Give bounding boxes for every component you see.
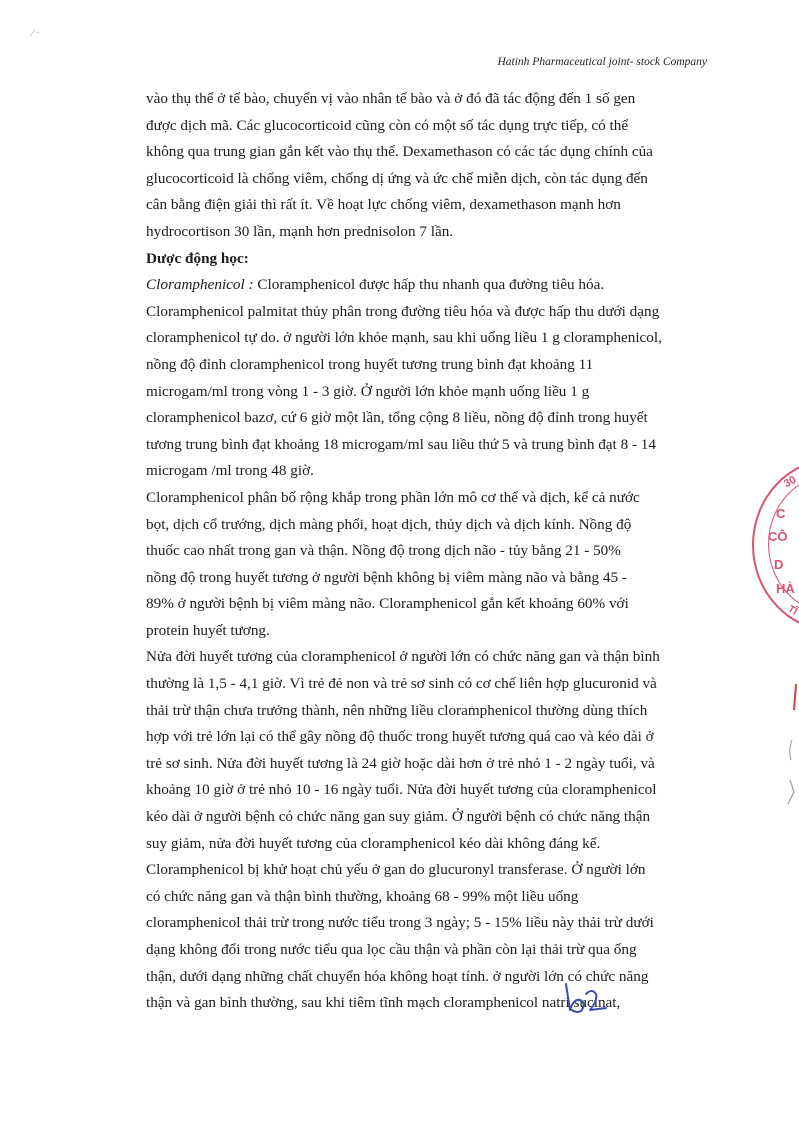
margin-mark: ⁄ · bbox=[32, 28, 40, 39]
text-line bbox=[146, 86, 706, 113]
text-line bbox=[146, 591, 706, 618]
text-line bbox=[146, 698, 706, 725]
text-line bbox=[146, 964, 706, 991]
line-text: Cloramphenicol phân bố rộng khắp trong phần lớn mô cơ thể và dịch, kể cả nước bbox=[146, 488, 640, 506]
line-text: cân bằng điện giải thì rất ít. Về hoạt lực chống viêm, dexamethason mạnh hơn bbox=[146, 196, 621, 214]
line-text: có chức năng gan và thận bình thường, khoảng 68 - 99% một liều uống bbox=[146, 887, 579, 905]
line-text: cloramphenicol tự do. ở người lớn khỏe mạnh, sau khi uống liều 1 g cloramphenicol, bbox=[146, 329, 662, 347]
page-edge-marks bbox=[782, 680, 799, 830]
stamp-text: HÀ bbox=[776, 581, 795, 596]
text-line bbox=[146, 352, 706, 379]
handwritten-signature bbox=[560, 980, 610, 1016]
line-text: thận và gan bình thường, sau khi tiêm tĩnh mạch cloramphenicol natri sucinat, bbox=[146, 994, 621, 1012]
stamp-text: TĨ bbox=[785, 603, 799, 618]
text-line bbox=[146, 671, 706, 698]
text-line bbox=[146, 565, 706, 592]
line-text: Cloramphenicol bị khử hoạt chủ yếu ở gan do glucuronyl transferase. Ở người lớn bbox=[146, 861, 646, 879]
text-line bbox=[146, 166, 706, 193]
section-heading bbox=[146, 246, 706, 273]
line-text: kéo dài ở người bệnh có chức năng gan suy giảm. Ở người bệnh có chức năng thận bbox=[146, 808, 651, 826]
line-text: dạng không đổi trong nước tiểu qua lọc cầu thận và phần còn lại thải trừ qua ống bbox=[146, 941, 637, 958]
text-line bbox=[146, 458, 706, 485]
line-text: glucocorticoid là chống viêm, chống dị ứng và ức chế miễn dịch, còn tác dụng đến bbox=[146, 169, 648, 187]
line-text: Dược động học: bbox=[146, 249, 249, 267]
text-line bbox=[146, 990, 706, 1017]
line-text: trẻ sơ sinh. Nửa đời huyết tương là 24 giờ hoặc dài hơn ở trẻ nhỏ 1 - 2 ngày tuổi, và bbox=[146, 754, 655, 772]
line-text: 89% ở người bệnh bị viêm màng não. Cloramphenicol gắn kết khoảng 60% với bbox=[146, 595, 629, 613]
line-text: bọt, dịch cổ trướng, dịch màng phổi, hoạt dịch, thủy dịch và dịch kính. Nồng độ bbox=[146, 515, 632, 533]
text-line bbox=[146, 113, 706, 140]
line-text: nồng độ trong huyết tương ở người bệnh không bị viêm màng não và bằng 45 - bbox=[146, 568, 627, 586]
text-line bbox=[146, 751, 706, 778]
page-header-company: Hatinh Pharmaceutical joint- stock Company bbox=[497, 56, 707, 68]
line-text: thải trừ thận chưa trưởng thành, nên những liều cloramphenicol thường dùng thích bbox=[146, 701, 648, 719]
line-text: hợp với trẻ lớn lại có thể gây nồng độ thuốc trong huyết tương quá cao và kéo dài ở bbox=[146, 728, 654, 746]
line-text: cloramphenicol thải trừ trong nước tiểu trong 3 ngày; 5 - 15% liều này thải trừ dưới bbox=[146, 914, 654, 932]
text-line bbox=[146, 405, 706, 432]
italic-lead: Cloramphenicol : bbox=[146, 276, 254, 294]
line-text: được dịch mã. Các glucocorticoid cũng còn có một số tác dụng trực tiếp, có thể bbox=[146, 116, 629, 134]
line-text: không qua trung gian gắn kết vào thụ thể. Dexamethason có các tác dụng chính của bbox=[146, 143, 653, 161]
text-line bbox=[146, 219, 706, 246]
line-text: protein huyết tương. bbox=[146, 621, 270, 639]
text-line bbox=[146, 512, 706, 539]
text-line bbox=[146, 618, 706, 645]
stamp-text: CÔ bbox=[768, 529, 788, 544]
text-line bbox=[146, 192, 706, 219]
text-line bbox=[146, 804, 706, 831]
stamp-text: C bbox=[776, 506, 786, 521]
text-line bbox=[146, 299, 706, 326]
text-line bbox=[146, 910, 706, 937]
text-line bbox=[146, 139, 706, 166]
text-line bbox=[146, 777, 706, 804]
body-text bbox=[146, 86, 706, 1017]
text-line bbox=[146, 379, 706, 406]
line-text: cloramphenicol bazơ, cứ 6 giờ một lần, tổng cộng 8 liều, nồng độ đỉnh trong huyết bbox=[146, 409, 648, 427]
line-text: microgam /ml trong 48 giờ. bbox=[146, 462, 314, 480]
text-line bbox=[146, 724, 706, 751]
stamp-text: D bbox=[774, 557, 784, 572]
text-line bbox=[146, 432, 706, 459]
text-line bbox=[146, 857, 706, 884]
text-line bbox=[146, 485, 706, 512]
line-text: tương trung bình đạt khoảng 18 microgam/ml sau liều thứ 5 và trung bình đạt 8 - 14 bbox=[146, 435, 656, 453]
line-text: thường là 1,5 - 4,1 giờ. Vì trẻ đẻ non và trẻ sơ sinh có cơ chế liên hợp glucuronid và bbox=[146, 675, 657, 693]
text-line bbox=[146, 272, 706, 299]
text-line bbox=[146, 831, 706, 858]
line-text: thuốc cao nhất trong gan và thận. Nồng độ trong dịch não - tủy bằng 21 - 50% bbox=[146, 542, 621, 560]
line-text: Cloramphenicol palmitat thủy phân trong đường tiêu hóa và được hấp thu dưới dạng bbox=[146, 302, 660, 320]
line-text: nồng độ đỉnh cloramphenicol trong huyết tương trung bình đạt khoảng 11 bbox=[146, 355, 594, 373]
stamp-text: 30 bbox=[781, 473, 799, 491]
text-line bbox=[146, 538, 706, 565]
text-line bbox=[146, 937, 706, 964]
red-stamp bbox=[752, 458, 799, 632]
text-line bbox=[146, 644, 706, 671]
line-text: microgam/ml trong vòng 1 - 3 giờ. Ở người lớn khỏe mạnh uống liều 1 g bbox=[146, 382, 590, 400]
line-text: Nửa đời huyết tương của cloramphenicol ở người lớn có chức năng gan và thận bình bbox=[146, 648, 660, 666]
line-text: hydrocortison 30 lần, mạnh hơn prednisolon 7 lần. bbox=[146, 222, 454, 240]
line-text: thận, dưới dạng những chất chuyển hóa không hoạt tính. ở người lớn có chức năng bbox=[146, 967, 649, 985]
line-text: vào thụ thể ở tế bào, chuyển vị vào nhân tế bào và ở đó đã tác động đến 1 số gen bbox=[146, 90, 636, 107]
line-text: Cloramphenicol được hấp thu nhanh qua đường tiêu hóa. bbox=[253, 276, 605, 294]
line-text: khoảng 10 giờ ở trẻ nhỏ 10 - 16 ngày tuổi. Nửa đời huyết tương của cloramphenicol bbox=[146, 781, 657, 799]
text-line bbox=[146, 884, 706, 911]
text-line bbox=[146, 325, 706, 352]
line-text: suy giảm, nửa đời huyết tương của cloramphenicol kéo dài không đáng kể. bbox=[146, 834, 601, 852]
